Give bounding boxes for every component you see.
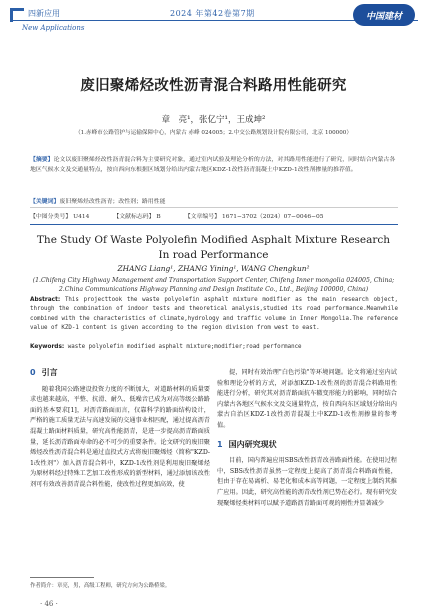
keywords-text-en: waste polyolefin modified asphalt mixture;modifier;road performance	[67, 344, 302, 350]
affiliation-en-2: 2.China Communications Highway Planning and Design Institute Co., Ltd., Beijing 100000, China)	[58, 286, 369, 293]
authors-en: ZHANG Liang¹, ZHANG Yining¹, WANG Chengkun²	[117, 264, 310, 273]
footnote-rule	[30, 577, 94, 578]
section-title-0: 引言	[41, 368, 58, 377]
section-number-0: 0	[30, 368, 36, 377]
section-title-1: 国内研究现状	[228, 439, 277, 449]
section-heading-1	[217, 440, 397, 451]
keywords-label-cn: 【关键词】	[30, 198, 60, 205]
issue-info: 2024 年第42卷第7期	[170, 9, 255, 18]
meta-rule-bottom	[30, 224, 398, 225]
publisher-logo	[353, 4, 415, 26]
keywords-text-cn: 废旧聚烯烃改性沥青；改性剂；路用性能	[59, 199, 166, 205]
journal-header	[0, 0, 427, 52]
page-number: · 46 ·	[40, 600, 58, 608]
keywords-label-en: Keywords:	[30, 344, 65, 350]
affiliations-cn: （1.赤峰市公路管护与运输保障中心，内蒙古 赤峰 024005；2.中交公路规划设计院有限公司，北京 100000）	[75, 130, 352, 136]
abstract-text-en: This projecttook the waste polyolefin asphalt mixture modifier as the main research object, through the combination of indoor tests and theoretical analysis,studied its road performance.Meanwhile combined with the characteristics of climate,hydrology and traffic volume in Inner Mongolia.The reference value of KZD-1 content is given according to the region division from west to east.	[30, 297, 398, 331]
keywords-cn	[30, 196, 398, 205]
section-number-1: 1	[217, 439, 223, 449]
abstract-label-en: Abstract:	[30, 297, 61, 303]
document-code: 【文献标志码】 B	[113, 214, 161, 220]
author-footnote: 作者简介：章亮，男，高级工程师，研究方向为公路桥梁。	[30, 583, 171, 589]
section-heading-0	[30, 368, 210, 379]
journal-name-en: New Applications	[22, 24, 85, 32]
clc-number: 【中图分类号】 U414	[30, 214, 90, 220]
keywords-en	[30, 344, 398, 350]
body-column-left	[30, 368, 210, 491]
article-number: 【文章编号】 1671−3702（2024）07−0046−05	[184, 214, 324, 220]
article-title-en: The Study Of Waste Polyolefin Modified Asphalt Mixture Research	[36, 234, 391, 246]
intro-paragraph-cont: 提，同时有效治理"白色污染"等环境问题。论文将通过室内试验和理论分析的方式，对添加KZD-1改性剂的沥青混合料路用性能进行分析，研究其对沥青路面抗车辙变形能力的影响，同时结合内蒙古各地区气候水文及交通量特点，按自西向东区域划分给出内蒙古自治区KDZ-1改性沥青混凝土中KZD-1改性剂掺量的参考值。	[217, 369, 397, 429]
article-title-en-2: In road Performance	[158, 249, 269, 261]
abstract-cn	[30, 155, 398, 183]
intro-paragraph: 随着我国公路建设投资力度的不断加大，对道路材料的质量要求也越来越高，平整、抗滑、耐久、低噪音已成为对高等级公路路面的基本要求[1]，对沥青路面而言，仅靠科学的路面结构设计，严格的施工质量无法与高速发展的交通事业相匹配，通过提高沥青混凝土路面材料质量，研究高性能沥青，是进一步提高沥青路面质量，延长沥青路面寿命的必不可少的重要条件。论文研究的废旧聚烯烃改性沥青混合料是通过直投式方式将废旧聚烯烃（简称"KZD-1改性剂"）加入沥青混合料中，KZD-1改性剂是利用废旧聚烯烃为原材料经过特殊工艺加工改性形成的新型材料，通过添加该改性剂可有效改善沥青混合料性能，使改性过程更加高效，使	[30, 385, 210, 488]
status-paragraph: 目前，国内普遍应用SBS改性沥青改善路面性能。在使用过程中，SBS改性沥青虽然一定程度上提高了沥青混合料路面性能，但由于存在易离析、易老化和成本高等问题，一定程度上制约其推广应用。因此，研究高性能的沥青改性剂已势在必行。现有研究发现聚烯烃类材料可以赋予道路沥青路面可观的刚性并显著减少	[217, 457, 397, 507]
abstract-text-cn: 论文以废旧聚烯烃改性沥青混合料为主要研究对象，通过室内试验及理论分析的方法，对其路用性能进行了研究，同时结合内蒙古各地区气候水文及交通量特点，按自西向东根据区域划分给出内蒙古地区KDZ-1改性沥青混凝土中KZD-1改性剂掺量的推荐值。	[30, 157, 396, 173]
affiliation-en-1: (1.Chifeng City Highway Management and Transportation Support Center, Chifeng Inner mongolia 024005, China;	[32, 277, 395, 284]
journal-name-cn: 四新应用	[28, 9, 60, 18]
abstract-label-cn: 【摘要】	[30, 156, 54, 163]
meta-rule-top	[30, 207, 398, 208]
body-column-right	[217, 368, 397, 509]
affiliations-en	[0, 276, 427, 294]
authors-cn: 章 亮¹，张亿宁¹，王成坤²	[161, 115, 266, 125]
abstract-en	[30, 296, 398, 333]
publisher-logo-text: 中国建材	[365, 11, 402, 22]
article-title-cn: 废旧聚烯烃改性沥青混合料路用性能研究	[80, 78, 347, 94]
article-meta	[30, 211, 398, 220]
